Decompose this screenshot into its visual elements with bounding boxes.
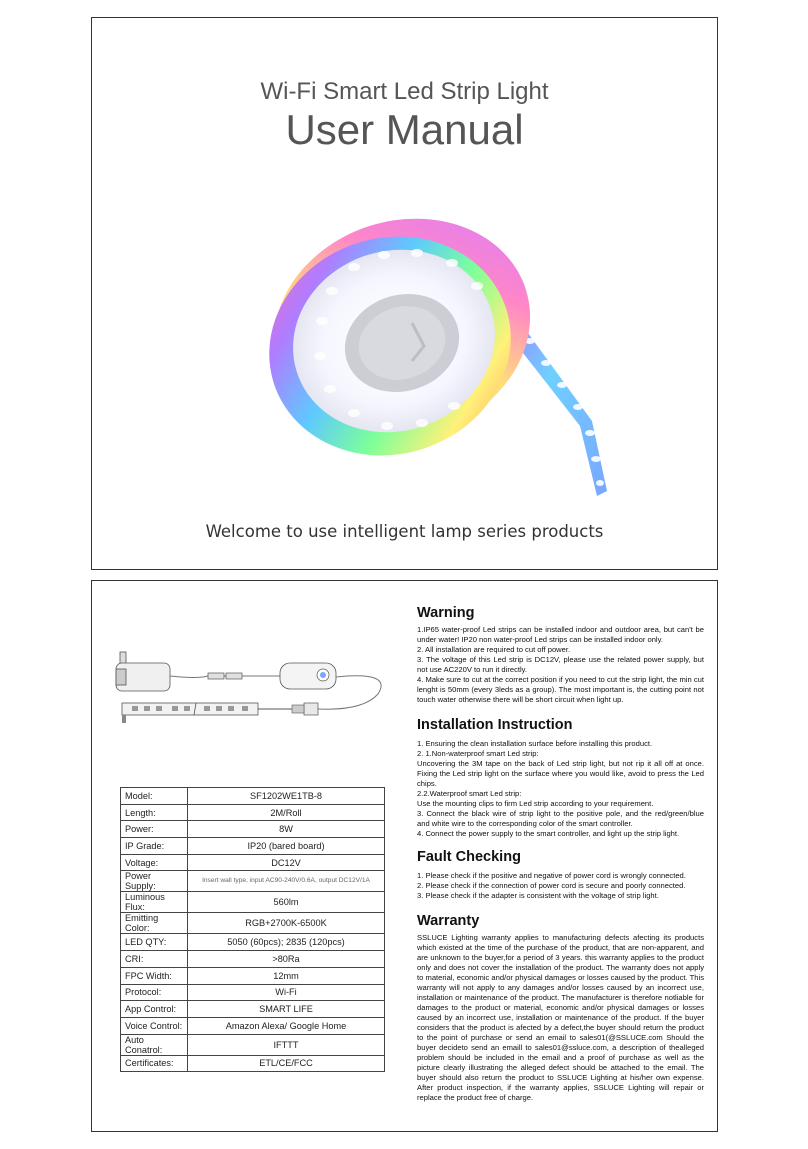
warning-body — [417, 625, 704, 705]
spec-value: Amazon Alexa/ Google Home — [188, 1017, 385, 1034]
spec-value: 2M/Roll — [188, 804, 385, 821]
spec-value: DC12V — [188, 854, 385, 871]
spec-value: IP20 (bared board) — [188, 838, 385, 855]
warning-line: 2. All installation are required to cut off power. — [417, 645, 571, 654]
warning-heading: Warning — [417, 605, 475, 621]
cover-title: User Manual — [285, 106, 524, 153]
fault-heading: Fault Checking — [417, 849, 521, 865]
spec-value: >80Ra — [188, 951, 385, 968]
spec-row — [121, 854, 385, 871]
spec-value: 8W — [188, 821, 385, 838]
spec-label: Model: — [121, 788, 188, 805]
spec-label: Certificates: — [121, 1055, 188, 1072]
installation-line: 1. Ensuring the clean installation surface before installing this product. — [417, 739, 653, 748]
spec-table — [120, 787, 385, 1072]
installation-line: 3. Connect the black wire of strip light to the positive pole, and the red/green/blue and white wire to the corresponding color of the smart controller. — [417, 809, 704, 828]
spec-label: Length: — [121, 804, 188, 821]
spec-label: FPC Width: — [121, 967, 188, 984]
led-strip-roll-image — [262, 201, 632, 501]
installation-body — [417, 739, 704, 839]
installation-line: 2. 1.Non-waterproof smart Led strip: — [417, 749, 539, 758]
warning-line: 4. Make sure to cut at the correct position if you need to cut the strip light, the min cut lenght is 50mm (every 3leds as a group). The most important is, the cutting point not touch water otherwise there will be short circuit when light up. — [417, 675, 704, 704]
warning-line: 1.IP65 water-proof Led strips can be installed indoor and outdoor area, but can't be under water! IP20 non water-proof Led strips can be installed indoor only. — [417, 625, 704, 644]
spec-value: RGB+2700K-6500K — [188, 913, 385, 934]
spec-label: Power: — [121, 821, 188, 838]
spec-label: App Control: — [121, 1001, 188, 1018]
spec-row — [121, 934, 385, 951]
fault-line: 2. Please check if the connection of power cord is secure and poorly connected. — [417, 881, 686, 890]
warning-line: 3. The voltage of this Led strip is DC12V, please use the related power supply, but not use AC220V to run it directly. — [417, 655, 704, 674]
spec-value: SF1202WE1TB-8 — [188, 788, 385, 805]
warranty-text: SSLUCE Lighting warranty applies to manufacturing defects afecting its products which existed at the time of the purchase of the product, that are non-apparent, and are unknown to the buyer,for a period of 3 years. this warranty applies to the product only and does not cover the installation of the product. The warranty does not apply to material, economic and/or physical damages or losses caused by the product. This warranty will not apply to any damages and/or losses caused by an incorrect use, installation or maintenance of the product. The manufacturer is therefore notliable for damages to the product or material, economic and/or physical damages or losses caused by an incorrect use, installation or maintenance of the product. If the buyer considers that the product is afected by a defect,the buyer should return the product to the point of purchase or send an email to sales01(@SSLUCE.com Should the buyer decideto send an emaill to sales01@ssluce.com, a description of thealleged problem should be included in the email and a proof of purchase as well as the picture clearly illustrating the alleged defect should be attached to the email. The buyer should also return the product to SSLUCE Lighting at his/her own expense. After product inspection, if the warranty applies, SSLUCE Lighting will repair or replace the product free of charge. — [417, 933, 704, 1102]
spec-row — [121, 1055, 385, 1072]
spec-label: Auto Conatrol: — [121, 1034, 188, 1055]
spec-label: Luminous Flux: — [121, 892, 188, 913]
cover-subtitle: Wi-Fi Smart Led Strip Light — [260, 78, 549, 105]
fault-line: 1. Please check if the positive and negative of power cord is wrongly connected. — [417, 871, 686, 880]
spec-row — [121, 788, 385, 805]
spec-value: Insert wall type, input AC90-240V/0.6A, output DC12V/1A — [188, 871, 385, 892]
fault-body — [417, 871, 704, 901]
spec-label: IP Grade: — [121, 838, 188, 855]
spec-row — [121, 821, 385, 838]
spec-value: 560lm — [188, 892, 385, 913]
spec-label: Voltage: — [121, 854, 188, 871]
spec-row — [121, 1034, 385, 1055]
spec-value: IFTTT — [188, 1034, 385, 1055]
spec-value: Wi-Fi — [188, 984, 385, 1001]
cover-panel — [91, 17, 718, 570]
installation-line: Uncovering the 3M tape on the back of Led strip light, but not rip it all off at once. Fixing the Led strip light on the surface where you would like, avoid to press the Led chips. — [417, 759, 704, 788]
spec-value: ETL/CE/FCC — [188, 1055, 385, 1072]
spec-row — [121, 967, 385, 984]
installation-line: 4. Connect the power supply to the smart controller, and light up the strip light. — [417, 829, 680, 838]
product-kit-diagram — [108, 649, 398, 745]
warranty-body — [417, 933, 704, 1103]
spec-row — [121, 951, 385, 968]
spec-row — [121, 871, 385, 892]
spec-value: 5050 (60pcs); 2835 (120pcs) — [188, 934, 385, 951]
welcome-text: Welcome to use intelligent lamp series products — [205, 522, 604, 541]
spec-label: Voice Control: — [121, 1017, 188, 1034]
warranty-heading: Warranty — [417, 913, 480, 929]
spec-label: Power Supply: — [121, 871, 188, 892]
spec-row — [121, 1017, 385, 1034]
spec-row — [121, 892, 385, 913]
spec-label: Protocol: — [121, 984, 188, 1001]
spec-row — [121, 804, 385, 821]
spec-row — [121, 1001, 385, 1018]
spec-value: SMART LIFE — [188, 1001, 385, 1018]
spec-value: 12mm — [188, 967, 385, 984]
spec-row — [121, 913, 385, 934]
spec-row — [121, 838, 385, 855]
spec-label: CRI: — [121, 951, 188, 968]
installation-line: Use the mounting clips to firm Led strip according to your requirement. — [417, 799, 654, 808]
spec-row — [121, 984, 385, 1001]
spec-label: Emitting Color: — [121, 913, 188, 934]
spec-label: LED QTY: — [121, 934, 188, 951]
content-panel — [91, 580, 718, 1132]
installation-heading: Installation Instruction — [417, 717, 573, 733]
installation-line: 2.2.Waterproof smart Led strip: — [417, 789, 522, 798]
fault-line: 3. Please check if the adapter is consistent with the voltage of strip light. — [417, 891, 659, 900]
